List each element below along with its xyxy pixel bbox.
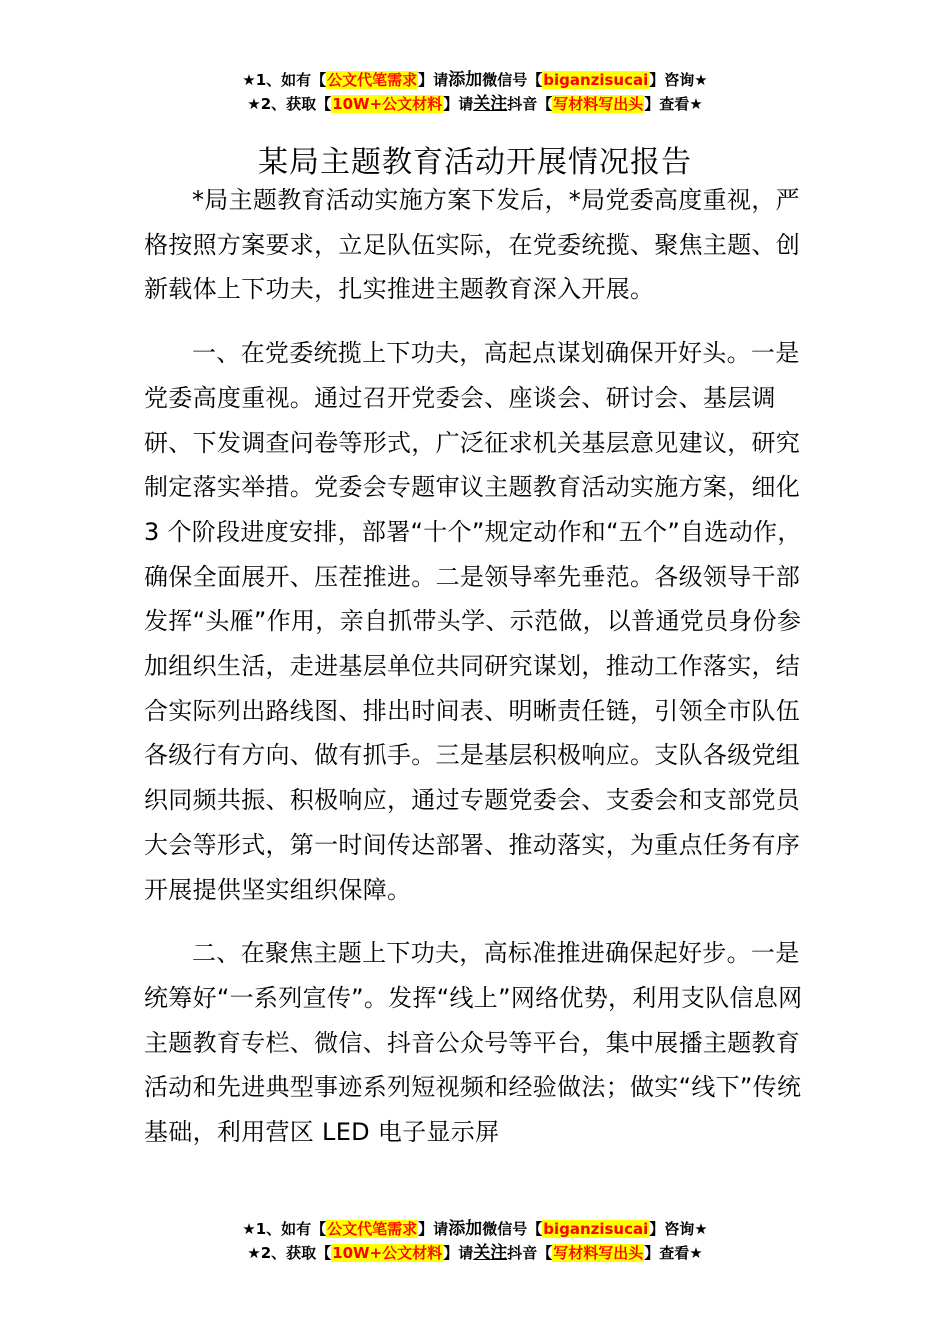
paragraph-section-1: 一、在党委统揽上下功夫，高起点谋划确保开好头。一是党委高度重视。通过召开党委会、座谈会、研讨会、基层调研、下发调查问卷等形式，广泛征求机关基层意见建议，研究制定落实举措。党委会专题审议主题教育活动实施方案，细化 3 个阶段进度安排，部署“十个”规定动作和“五个”自选动作，确保全面展开、压茬推进。二是领导率先垂范。各级领导干部发挥“头雁”作用，亲自抓带头学、示范做，以普通党员身份参加组织生活，走进基层单位共同研究谋划，推动工作落实，结合实际列出路线图、排出时间表、明晰责任链，引领全市队伍各级行有方向、做有抓手。三是基层积极响应。支队各级党组织同频共振、积极响应，通过专题党委会、支委会和支部党员大会等形式，第一时间传达部署、推动落实，为重点任务有序开展提供坚实组织保障。 xyxy=(144,339,802,904)
document-title: 某局主题教育活动开展情况报告 xyxy=(258,145,692,181)
document-body xyxy=(144,178,808,1155)
banner-text: 】咨询★ xyxy=(649,71,708,89)
banner-line-1 xyxy=(0,1217,950,1241)
banner-text: 抖音【 xyxy=(507,1244,553,1262)
banner-text: ★1、如有【 xyxy=(242,71,327,89)
highlight-douyin: 写材料写出头 xyxy=(553,95,644,113)
banner-emphasis: 添加 xyxy=(448,70,483,90)
paragraph-intro: *局主题教育活动实施方案下发后，*局党委高度重视，严格按照方案要求，立足队伍实际，在党委统揽、聚焦主题、创新载体上下功夫，扎实推进主题教育深入开展。 xyxy=(144,186,801,304)
highlight-douyin: 写材料写出头 xyxy=(553,1244,644,1262)
banner-text: 】请 xyxy=(418,1220,449,1238)
highlight-service: 公文代笔需求 xyxy=(327,71,418,89)
banner-line-1 xyxy=(0,68,950,92)
banner-text: ★1、如有【 xyxy=(242,1220,327,1238)
footer-banner xyxy=(0,1217,950,1265)
banner-text: 】请 xyxy=(443,1244,474,1262)
highlight-materials: 10W+公文材料 xyxy=(332,95,443,113)
banner-text: 微信号【 xyxy=(482,1220,543,1238)
banner-line-2 xyxy=(0,92,950,116)
banner-line-2 xyxy=(0,1241,950,1265)
highlight-wechat-id: biganzisucai xyxy=(543,1220,649,1238)
banner-emphasis: 添加 xyxy=(448,1219,483,1239)
highlight-service: 公文代笔需求 xyxy=(327,1220,418,1238)
banner-text: 】请 xyxy=(418,71,449,89)
banner-text: 】查看★ xyxy=(644,95,703,113)
highlight-wechat-id: biganzisucai xyxy=(543,71,649,89)
header-banner xyxy=(0,68,950,116)
paragraph-section-2: 二、在聚焦主题上下功夫，高标准推进确保起好步。一是统筹好“一系列宣传”。发挥“线上”网络优势，利用支队信息网主题教育专栏、微信、抖音公众号等平台，集中展播主题教育活动和先进典型事迹系列短视频和经验做法；做实“线下”传统基础，利用营区 LED 电子显示屏 xyxy=(144,939,803,1147)
banner-text: 抖音【 xyxy=(507,95,553,113)
banner-text: 】查看★ xyxy=(644,1244,703,1262)
banner-emphasis: 关注 xyxy=(473,1243,508,1263)
banner-text: 】咨询★ xyxy=(649,1220,708,1238)
banner-text: ★2、获取【 xyxy=(247,95,332,113)
banner-text: 微信号【 xyxy=(482,71,543,89)
highlight-materials: 10W+公文材料 xyxy=(332,1244,443,1262)
banner-text: 】请 xyxy=(443,95,474,113)
banner-text: ★2、获取【 xyxy=(247,1244,332,1262)
banner-emphasis: 关注 xyxy=(473,94,508,114)
